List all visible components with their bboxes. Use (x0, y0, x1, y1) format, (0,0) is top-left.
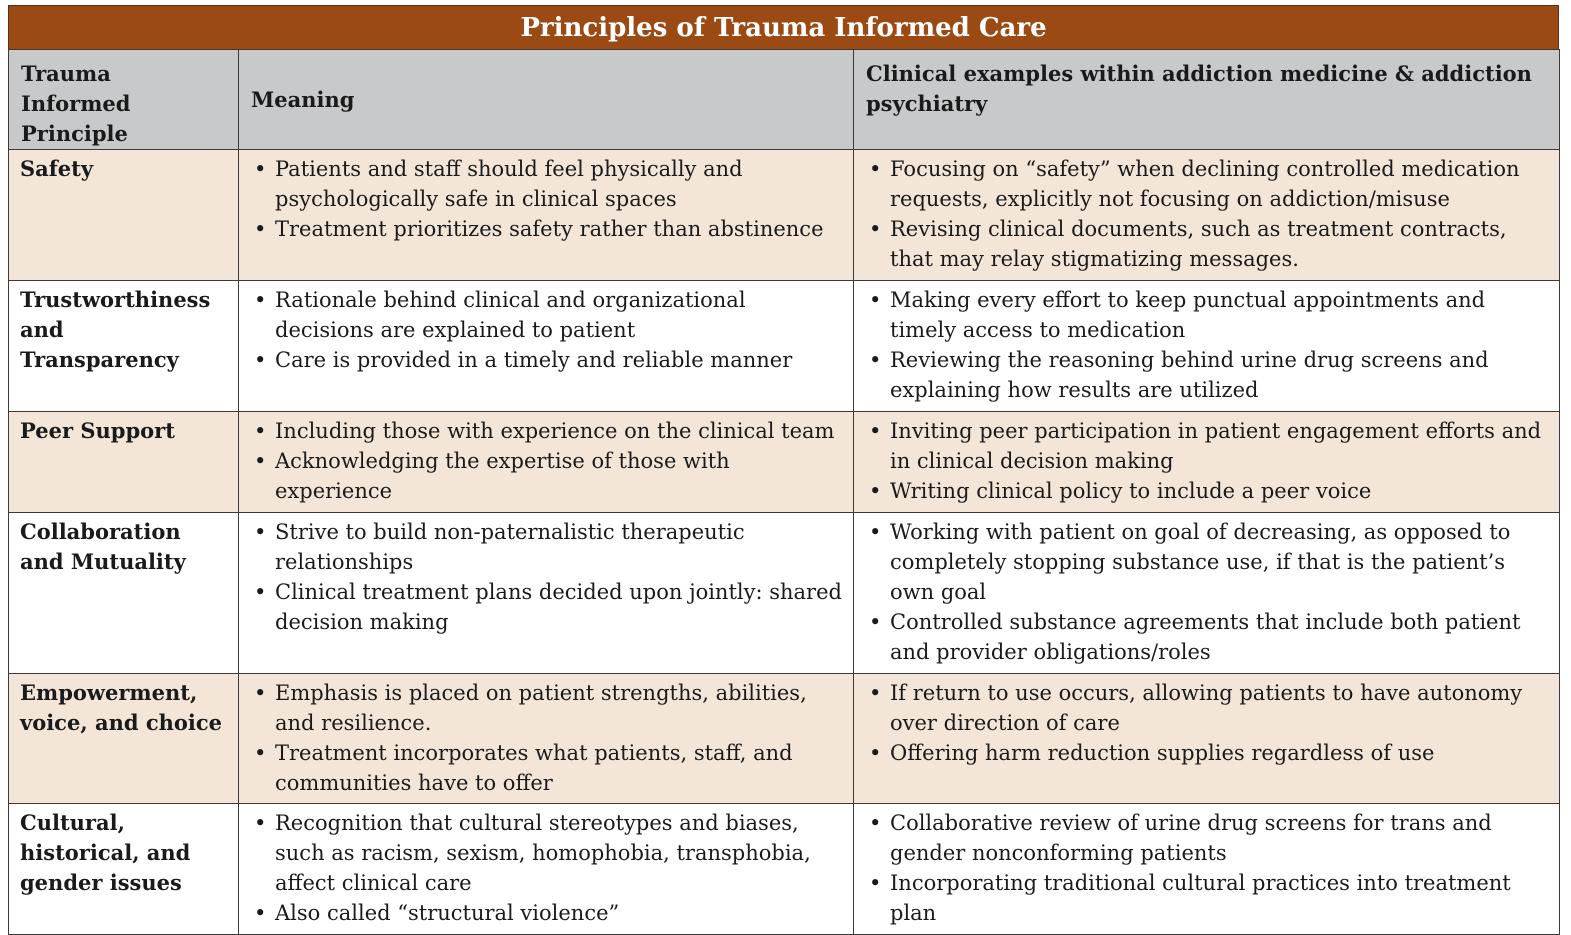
table-row (9, 674, 1560, 804)
principles-table (8, 49, 1560, 935)
meaning-cell (239, 150, 854, 281)
example-item: • Making every effort to keep punctual appointments and timely access to medication (864, 285, 1549, 345)
examples-cell (854, 412, 1560, 513)
examples-cell (854, 674, 1560, 804)
example-item: • Controlled substance agreements that include both patient and provider obligations/roles (864, 607, 1549, 667)
principle-cell: Cultural, historical, and gender issues (9, 804, 239, 935)
examples-cell (854, 150, 1560, 281)
meaning-item: • Including those with experience on the clinical team (249, 416, 843, 446)
examples-cell (854, 513, 1560, 674)
meaning-cell (239, 674, 854, 804)
example-item: • Incorporating traditional cultural practices into treatment plan (864, 868, 1549, 928)
example-item: • Writing clinical policy to include a peer voice (864, 476, 1549, 506)
principle-cell: Peer Support (9, 412, 239, 513)
table-row (9, 513, 1560, 674)
meaning-cell (239, 513, 854, 674)
meaning-item: • Acknowledging the expertise of those with experience (249, 446, 843, 506)
examples-cell (854, 281, 1560, 412)
table-row (9, 412, 1560, 513)
example-item: • Revising clinical documents, such as treatment contracts, that may relay stigmatizing messages. (864, 214, 1549, 274)
meaning-item: • Emphasis is placed on patient strengths, abilities, and resilience. (249, 678, 843, 738)
meaning-cell (239, 281, 854, 412)
example-item: • Focusing on “safety” when declining controlled medication requests, explicitly not focusing on addiction/misuse (864, 154, 1549, 214)
meaning-item: • Recognition that cultural stereotypes and biases, such as racism, sexism, homophobia, transphobia, affect clinical care (249, 808, 843, 898)
example-item: • Reviewing the reasoning behind urine drug screens and explaining how results are utilized (864, 345, 1549, 405)
meaning-item: • Rationale behind clinical and organizational decisions are explained to patient (249, 285, 843, 345)
example-item: • Inviting peer participation in patient engagement efforts and in clinical decision making (864, 416, 1549, 476)
example-item: • If return to use occurs, allowing patients to have autonomy over direction of care (864, 678, 1549, 738)
header-meaning: Meaning (239, 50, 854, 150)
trauma-informed-care-table-figure (8, 5, 1559, 935)
example-item: • Offering harm reduction supplies regardless of use (864, 738, 1549, 768)
table-row (9, 281, 1560, 412)
header-examples: Clinical examples within addiction medicine & addiction psychiatry (854, 50, 1560, 150)
meaning-item: • Treatment prioritizes safety rather than abstinence (249, 214, 843, 244)
table-row (9, 150, 1560, 281)
header-principle: Trauma Informed Principle (9, 50, 239, 150)
table-title: Principles of Trauma Informed Care (8, 5, 1559, 49)
meaning-item: • Also called “structural violence” (249, 898, 843, 928)
principle-cell: Safety (9, 150, 239, 281)
meaning-item: • Strive to build non-paternalistic therapeutic relationships (249, 517, 843, 577)
meaning-cell (239, 412, 854, 513)
principle-cell: Trustworthiness and Transparency (9, 281, 239, 412)
example-item: • Collaborative review of urine drug screens for trans and gender nonconforming patients (864, 808, 1549, 868)
header-row (9, 50, 1560, 150)
meaning-item: • Patients and staff should feel physically and psychologically safe in clinical spaces (249, 154, 843, 214)
principle-cell: Collaboration and Mutuality (9, 513, 239, 674)
meaning-item: • Treatment incorporates what patients, staff, and communities have to offer (249, 738, 843, 798)
meaning-item: • Care is provided in a timely and reliable manner (249, 345, 843, 375)
example-item: • Working with patient on goal of decreasing, as opposed to completely stopping substance use, if that is the patient’s own goal (864, 517, 1549, 607)
meaning-item: • Clinical treatment plans decided upon jointly: shared decision making (249, 577, 843, 637)
principle-cell: Empowerment, voice, and choice (9, 674, 239, 804)
